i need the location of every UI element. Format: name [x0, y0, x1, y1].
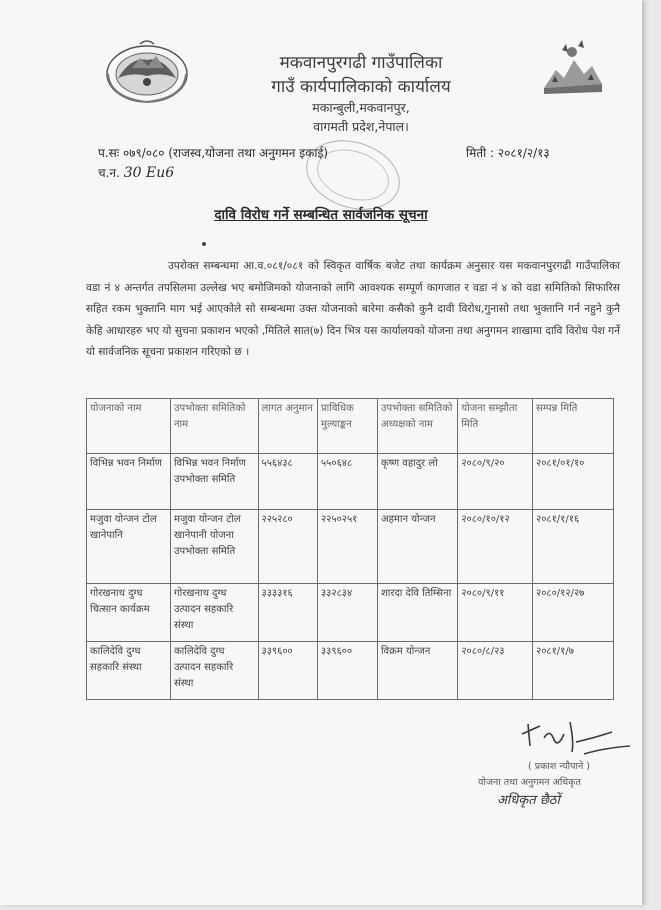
cell: ३३२८३४ — [317, 584, 377, 642]
municipality-name: मकवानपुरगढी गाउँपालिका — [279, 53, 443, 73]
dispatch-number-handwritten: 30 Eu6 — [123, 165, 175, 181]
letter-number: प.सः ०७९/०८० (राजस्व,योजना तथा अनुगमन इकाई) — [98, 146, 329, 160]
table-row — [87, 584, 614, 642]
cell: २०८१/१/७ — [533, 642, 614, 700]
cell: ५५६४३८ — [258, 454, 317, 510]
table-header-row — [87, 399, 614, 454]
cell: अहमान योन्जन — [377, 510, 457, 584]
signatory-title: योजना तथा अनुगमन अधिकृत — [478, 777, 581, 788]
cell: २०८०/९/२० — [458, 454, 533, 510]
projects-table — [86, 398, 614, 700]
cell: २२५२८० — [258, 510, 317, 584]
cell: कृष्ण वहादुर लो — [377, 454, 457, 510]
address-line-2: वागमती प्रदेश,नेपाल। — [313, 119, 409, 134]
cell: मजुवा योन्जन टोल खानेपानि — [87, 510, 171, 584]
address-line-1: मकान्बुली,मकवानपुर, — [312, 100, 410, 115]
cell: ३३९६०० — [258, 642, 317, 700]
cell: २०८०/१२/२७ — [533, 584, 614, 642]
cell: गोरखनाथ दुग्ध चित्सान कार्यक्रम — [87, 584, 171, 642]
cell: कालिदेवि दुग्ध सहकारि संस्था — [87, 642, 171, 700]
signature-scribble-icon — [514, 712, 634, 760]
dot-mark — [202, 242, 206, 246]
cell: २२५०२५१ — [317, 510, 377, 584]
cell: शारदा देवि तिम्सिना — [377, 584, 457, 642]
notice-paragraph: उपरोक्त सम्बन्धमा आ.व.०८१/०८१ को स्विकृत वार्षिक बजेट तथा कार्यक्रम अनुसार यस मकवानपुरगढी गाउँपालिका वडा नं ४ अन्तर्गत तपसिलमा उल्लेख भए बमोजिमको योजनाको लागि आवश्यक सम्पूर्ण कागजात र वडा नं ४ को वडा समितिको सिफारिस सहित रकम भुक्तानि माग भई आएकोले सो सम्बन्धमा उक्त योजनाको बारेमा कसैको कुनै दावी विरोध,गुनासो तथा भुक्तानि गर्न नहुने कुनै केहि आधारहरु भए यो सुचना प्रकाशन भएको ,मितिले सात(७) दिन भित्र यस कार्यालयको योजना तथा अनुगमन शाखामा दावि विरोध पेश गर्ने यो सार्वजनिक सूचना प्रकाशन गरिएको छ । — [86, 260, 620, 358]
dispatch-prefix: च.न. — [98, 166, 120, 180]
col-cost-estimate: लागत अनुमान — [258, 399, 317, 454]
cell: मजुवा योन्जन टोल खानेपानी योजना उपभोक्ता समिति — [170, 510, 258, 584]
cell: २०८०/९/११ — [458, 584, 533, 642]
notice-subject: दावि विरोध गर्ने सम्बन्धित सार्वजनिक सूचना — [214, 207, 428, 223]
handwritten-designation: अधिकृत छैठों — [497, 793, 560, 808]
signatory-name: ( प्रकाश न्यौपाने ) — [528, 761, 590, 772]
table-row — [87, 510, 614, 584]
office-name: गाउँ कार्यपालिकाको कार्यालय — [271, 77, 451, 97]
cell: २०८०/८/२३ — [458, 642, 533, 700]
col-completion-date: सम्पन्न मिति — [533, 399, 614, 454]
cell: ५५०६४८ — [317, 454, 377, 510]
col-project-name: योजनाको नाम — [87, 399, 171, 454]
cell: विक्रम योन्जन — [377, 642, 457, 700]
table-row — [87, 454, 614, 510]
notice-body — [86, 256, 620, 364]
cell: विभिन्न भवन निर्माण उपभोक्ता समिति — [170, 454, 258, 510]
cell: २०८१/१/१६ — [533, 510, 614, 584]
dispatch-number — [98, 164, 174, 181]
cell: गोरखनाथ दुग्ध उत्पादन सहकारि संस्था — [170, 584, 258, 642]
cell: २०८०/१०/१२ — [458, 510, 533, 584]
col-chairperson: उपभोक्ता समितिको अध्यक्षको नाम — [377, 399, 457, 454]
letter-date: मिती : २०८१/२/१३ — [466, 146, 550, 160]
cell: ३३९६०० — [317, 642, 377, 700]
table-row — [87, 642, 614, 700]
col-technical-evaluation: प्राविधिक मुल्याङ्कन — [317, 399, 377, 454]
cell: ३३३३१६ — [258, 584, 317, 642]
col-agreement-date: योजना सम्झौता मिति — [458, 399, 533, 454]
cell: २०८१/०१/१० — [533, 454, 614, 510]
col-committee-name: उपभोक्ता समितिको नाम — [170, 399, 258, 454]
cell: विभिन्न भवन निर्माण — [87, 454, 171, 510]
cell: कालिदेवि दुग्ध उत्पादन सहकारि संस्था — [170, 642, 258, 700]
